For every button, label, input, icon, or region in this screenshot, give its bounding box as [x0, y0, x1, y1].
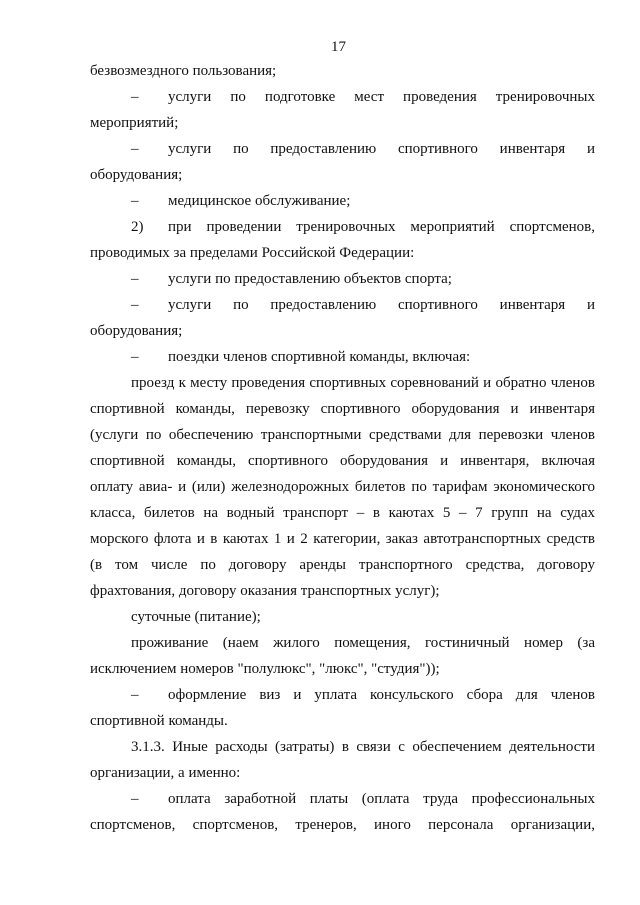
text-line: суточные (питание);	[131, 609, 261, 625]
text-line: (в том числе по договору аренды транспортного средства, договору	[90, 557, 595, 573]
text-line: спортивной команды.	[90, 713, 228, 729]
text-line: проезд к месту проведения спортивных соревнований и обратно членов	[131, 375, 595, 391]
text-line: оплата заработной платы (оплата труда профессиональных	[168, 791, 595, 807]
text-line: услуги по подготовке мест проведения тренировочных	[168, 89, 595, 105]
text-line: спортсменов, спортсменов, тренеров, иного персонала организации,	[90, 817, 595, 833]
text-line: (услуги по обеспечению транспортными средствами для перевозки членов	[90, 427, 595, 443]
text-line: безвозмездного пользования;	[90, 63, 277, 79]
text-line: исключением номеров "полулюкс", "люкс", "студия"));	[90, 661, 440, 677]
text-line: организации, а именно:	[90, 765, 241, 781]
text-line: спортивной команды, перевозку спортивного оборудования и инвентаря	[90, 401, 595, 417]
text-line: услуги по предоставлению спортивного инвентаря и	[168, 297, 595, 313]
list-dash: –	[131, 271, 139, 287]
page-number: 17	[331, 39, 346, 55]
text-line: фрахтования, договору оказания транспортных услуг);	[90, 583, 440, 599]
text-line: проводимых за пределами Российской Федерации:	[90, 245, 415, 261]
list-dash: –	[131, 141, 139, 157]
text-line: при проведении тренировочных мероприятий спортсменов,	[168, 219, 595, 235]
list-number: 2)	[131, 219, 144, 235]
text-line: мероприятий;	[90, 115, 179, 131]
text-line: оборудования;	[90, 323, 183, 339]
text-line: оборудования;	[90, 167, 183, 183]
text-line: поездки членов спортивной команды, включая:	[168, 349, 471, 365]
text-line: медицинское обслуживание;	[168, 193, 351, 209]
text-line: оформление виз и уплата консульского сбора для членов	[168, 687, 595, 703]
text-line: класса, билетов на водный транспорт – в каютах 5 – 7 групп на судах	[90, 505, 595, 521]
text-line: 3.1.3. Иные расходы (затраты) в связи с обеспечением деятельности	[131, 739, 595, 755]
list-dash: –	[131, 687, 139, 703]
text-line: спортивной команды, спортивного оборудования и инвентаря, включая	[90, 453, 595, 469]
text-line: морского флота и в каютах 1 и 2 категории, заказ автотранспортных средств	[90, 531, 595, 547]
text-line: оплату авиа- и (или) железнодорожных билетов по тарифам экономического	[90, 479, 595, 495]
list-dash: –	[131, 791, 139, 807]
list-dash: –	[131, 89, 139, 105]
text-line: услуги по предоставлению объектов спорта;	[168, 271, 452, 287]
list-dash: –	[131, 297, 139, 313]
text-line: проживание (наем жилого помещения, гостиничный номер (за	[131, 635, 595, 651]
text-line: услуги по предоставлению спортивного инвентаря и	[168, 141, 595, 157]
list-dash: –	[131, 193, 139, 209]
list-dash: –	[131, 349, 139, 365]
